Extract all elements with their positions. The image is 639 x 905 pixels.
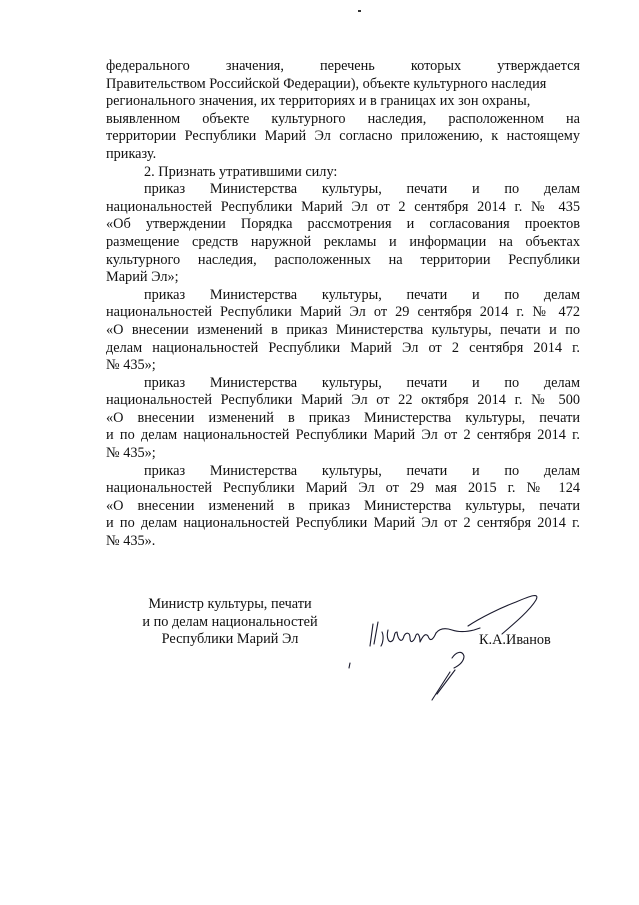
text-line: регионального значения, их территориях и в границах их зон охраны, bbox=[106, 93, 531, 110]
text-line: размещение средств наружной рекламы и информации на объектах bbox=[106, 233, 580, 250]
scan-mark bbox=[358, 10, 361, 12]
text-line: национальностей Республики Марий Эл от 29 сентября 2014 г. № 472 bbox=[106, 304, 580, 321]
text-line: национальностей Республики Марий Эл от 22 октября 2014 г. № 500 bbox=[106, 392, 580, 409]
text-line: делам национальностей Республики Марий Эл от 2 сентября 2014 г. bbox=[106, 339, 580, 356]
text-line: приказ Министерства культуры, печати и по делам bbox=[144, 462, 580, 479]
text-line: приказ Министерства культуры, печати и по делам bbox=[144, 374, 580, 391]
text-line: территории Республики Марий Эл согласно приложению, к настоящему bbox=[106, 128, 580, 145]
text-line: «О внесении изменений в приказ Министерства культуры, печати bbox=[106, 497, 580, 514]
text-line: № 435». bbox=[106, 533, 156, 550]
text-line: Правительством Российской Федерации), объекте культурного наследия bbox=[106, 75, 547, 92]
text-line: № 435»; bbox=[106, 445, 156, 462]
signatory-title-line: Республики Марий Эл bbox=[161, 631, 299, 648]
text-line: приказу. bbox=[106, 145, 157, 162]
text-line: выявленном объекте культурного наследия, расположенном на bbox=[106, 110, 580, 127]
text-line: федерального значения, перечень которых утверждается bbox=[106, 58, 580, 74]
text-line: Марий Эл»; bbox=[106, 269, 179, 286]
document-body bbox=[106, 58, 580, 551]
signer-name: К.А.Иванов bbox=[479, 632, 551, 648]
text-line: 2. Признать утратившими силу: bbox=[144, 163, 338, 180]
text-line: «О внесении изменений в приказ Министерства культуры, печати bbox=[106, 409, 580, 426]
text-line: «О внесении изменений в приказ Министерства культуры, печати и по bbox=[106, 321, 580, 338]
text-line: и по делам национальностей Республики Марий Эл от 2 сентября 2014 г. bbox=[106, 515, 580, 532]
text-line: № 435»; bbox=[106, 357, 156, 374]
text-line: культурного наследия, расположенных на территории Республики bbox=[106, 251, 580, 268]
signatory-title bbox=[110, 596, 350, 649]
text-line: приказ Министерства культуры, печати и по делам bbox=[144, 286, 580, 303]
text-line: «Об утверждении Порядка рассмотрения и согласования проектов bbox=[106, 216, 580, 233]
text-line: национальностей Республики Марий Эл от 2 сентября 2014 г. № 435 bbox=[106, 198, 580, 215]
text-line: национальностей Республики Марий Эл от 29 мая 2015 г. № 124 bbox=[106, 480, 580, 497]
signatory-title-line: Министр культуры, печати bbox=[148, 596, 312, 612]
signatory-title-line: и по делам национальностей bbox=[142, 613, 318, 630]
text-line: приказ Министерства культуры, печати и по делам bbox=[144, 181, 580, 198]
text-line: и по делам национальностей Республики Марий Эл от 2 сентября 2014 г. bbox=[106, 427, 580, 444]
